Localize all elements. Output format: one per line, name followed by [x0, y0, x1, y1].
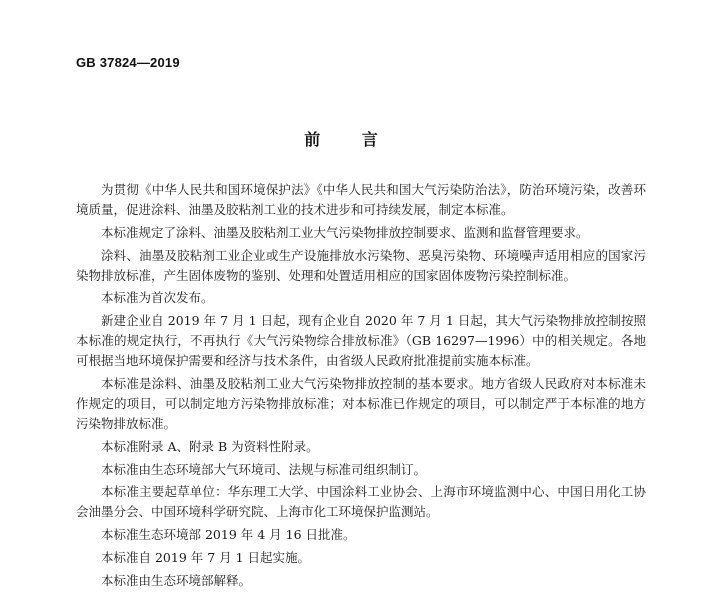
document-code: GB 37824—2019: [76, 55, 180, 70]
paragraph: 本标准规定了涂料、油墨及胶粘剂工业大气污染物排放控制要求、监测和监督管理要求。: [101, 224, 589, 240]
page-title: 前 言: [304, 130, 396, 149]
paragraph: 为贯彻《中华人民共和国环境保护法》《中华人民共和国大气污染防治法》，防治环境污染，改善环境质量，促进涂料、油墨及胶粘剂工业的技术进步和可持续发展，制定本标准。: [76, 182, 646, 217]
paragraph: 本标准由生态环境部解释。: [101, 572, 252, 588]
paragraph: 本标准自 2019 年 7 月 1 日起实施。: [101, 549, 311, 565]
paragraph: 本标准生态环境部 2019 年 4 月 16 日批准。: [101, 527, 356, 543]
foreword-body: [76, 180, 646, 594]
paragraph: 本标准是涂料、油墨及胶粘剂工业大气污染物排放控制的基本要求。地方省级人民政府对本标准未作规定的项目，可以制定地方污染物排放标准；对本标准已作规定的项目，可以制定严于本标准的地方污染物排放标准。: [76, 375, 646, 431]
paragraph: 本标准主要起草单位：华东理工大学、中国涂料工业协会、上海市环境监测中心、中国日用化工协会油墨分会、中国环境科学研究院、上海市化工环境保护监测站。: [76, 484, 646, 520]
paragraph: 本标准附录 A、附录 B 为资料性附录。: [101, 438, 319, 454]
paragraph: 涂料、油墨及胶粘剂工业企业或生产设施排放水污染物、恶臭污染物、环境噪声适用相应的国家污染物排放标准，产生固体废物的鉴别、处理和处置适用相应的国家固体废物污染控制标准。: [76, 247, 646, 283]
paragraph: 本标准为首次发布。: [101, 290, 214, 306]
paragraph: 新建企业自 2019 年 7 月 1 日起，现有企业自 2020 年 7 月 1 日起，其大气污染物排放控制按照本标准的规定执行，不再执行《大气污染物综合排放标准》（GB 16297—1996）中的相关规定。各地可根据当地环境保护需要和经济与技术条件，由省级人民政府批准提前实施本标准。: [76, 313, 646, 369]
paragraph: 本标准由生态环境部大气环境司、法规与标准司组织制订。: [101, 461, 427, 477]
